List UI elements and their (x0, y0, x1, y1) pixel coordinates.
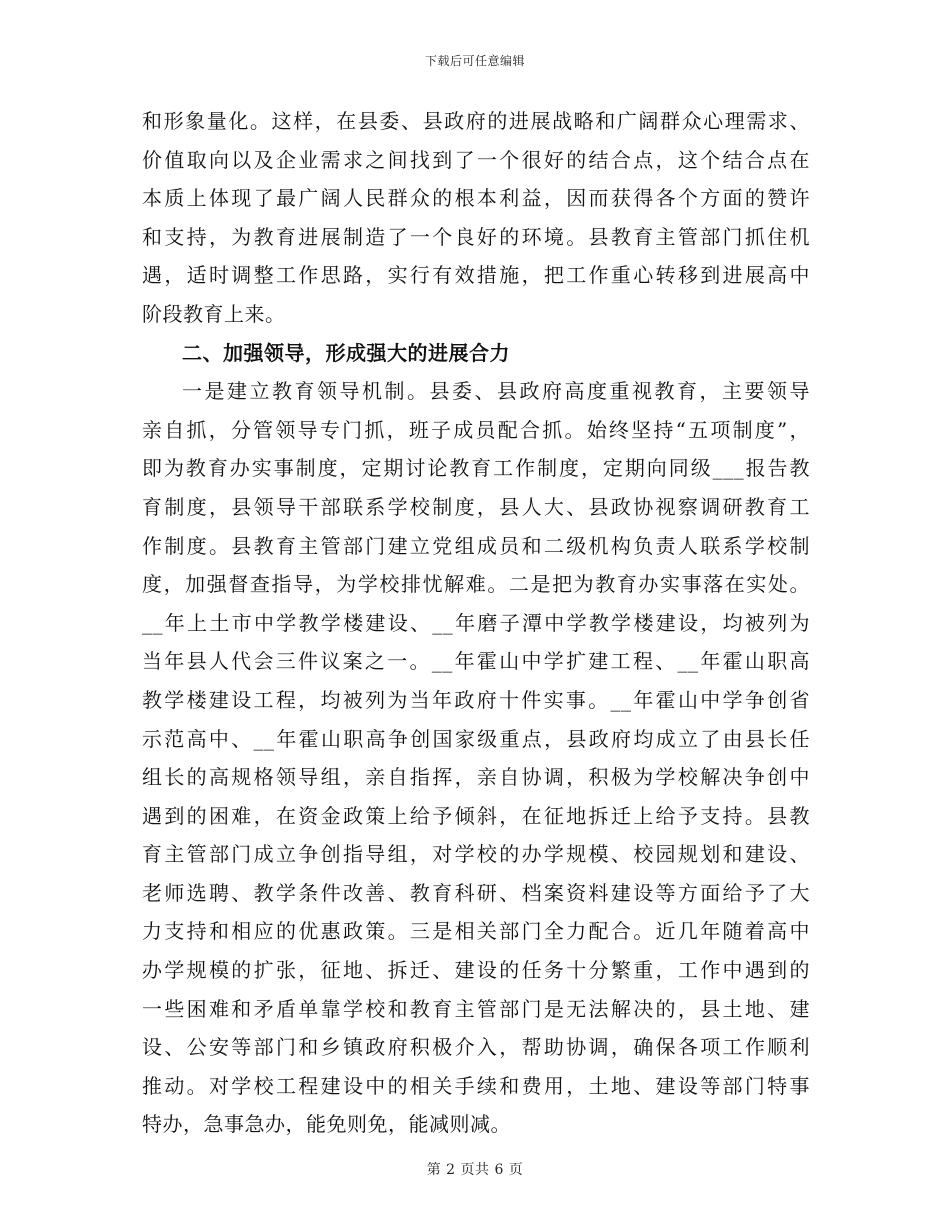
text-line: 育制度，县领导干部联系学校制度，县人大、县政协视察调研教育工 (142, 494, 810, 519)
text-line: 遇，适时调整工作思路，实行有效措施，把工作重心转移到进展高中 (142, 263, 810, 288)
text-line: 组长的高规格领导组，亲自指挥，亲自协调，积极为学校解决争创中 (142, 765, 810, 790)
text-line: 本质上体现了最广阔人民群众的根本利益，因而获得各个方面的赞许 (142, 186, 810, 211)
text-line: 和支持，为教育进展制造了一个良好的环境。县教育主管部门抓住机 (142, 224, 810, 249)
text-line: 办学规模的扩张，征地、拆迁、建设的任务十分繁重，工作中遇到的 (142, 958, 810, 983)
text-line: 当年县人代会三件议案之一。__年霍山中学扩建工程、__年霍山职高 (142, 649, 810, 674)
text-line: 一是建立教育领导机制。县委、县政府高度重视教育，主要领导 (182, 379, 810, 404)
text-line: 遇到的困难，在资金政策上给予倾斜，在征地拆迁上给予支持。县教 (142, 803, 810, 828)
text-line: 教学楼建设工程，均被列为当年政府十件实事。__年霍山中学争创省 (142, 687, 810, 712)
text-line: 价值取向以及企业需求之间找到了一个很好的结合点，这个结合点在 (142, 147, 810, 172)
text-line: 老师选聘、教学条件改善、教育科研、档案资料建设等方面给予了大 (142, 880, 810, 905)
text-line: 一些困难和矛盾单靠学校和教育主管部门是无法解决的，县土地、建 (142, 996, 810, 1021)
text-line: 即为教育办实事制度，定期讨论教育工作制度，定期向同级___报告教 (142, 456, 810, 481)
text-line: 特办，急事急办，能免则免，能减则减。 (142, 1112, 511, 1137)
page-header: 下载后可任意编辑 (424, 54, 525, 68)
text-line: 育主管部门成立争创指导组，对学校的办学规模、校园规划和建设、 (142, 842, 810, 867)
text-line: 亲自抓，分管领导专门抓，班子成员配合抓。始终坚持“五项制度”， (142, 417, 810, 442)
page-footer: 第 2 页共 6 页 (426, 1162, 524, 1178)
text-line: 和形象量化。这样，在县委、县政府的进展战略和广阔群众心理需求、 (142, 109, 810, 133)
document-body (142, 102, 810, 1144)
text-line: __年上土市中学教学楼建设、__年磨子潭中学教学楼建设，均被列为 (142, 610, 810, 635)
text-line: 示范高中、__年霍山职高争创国家级重点，县政府均成立了由县长任 (142, 726, 810, 751)
text-line: 力支持和相应的优惠政策。三是相关部门全力配合。近几年随着高中 (142, 919, 810, 944)
text-line: 阶段教育上来。 (142, 301, 286, 326)
text-line: 推动。对学校工程建设中的相关手续和费用，土地、建设等部门特事 (142, 1073, 810, 1098)
section-heading: 二、加强领导，形成强大的进展合力 (182, 340, 510, 365)
text-line: 设、公安等部门和乡镇政府积极介入，帮助协调，确保各项工作顺利 (142, 1035, 810, 1060)
text-line: 作制度。县教育主管部门建立党组成员和二级机构负责人联系学校制 (142, 533, 810, 558)
text-line: 度，加强督查指导，为学校排忧解难。二是把为教育办实事落在实处。 (142, 572, 810, 597)
